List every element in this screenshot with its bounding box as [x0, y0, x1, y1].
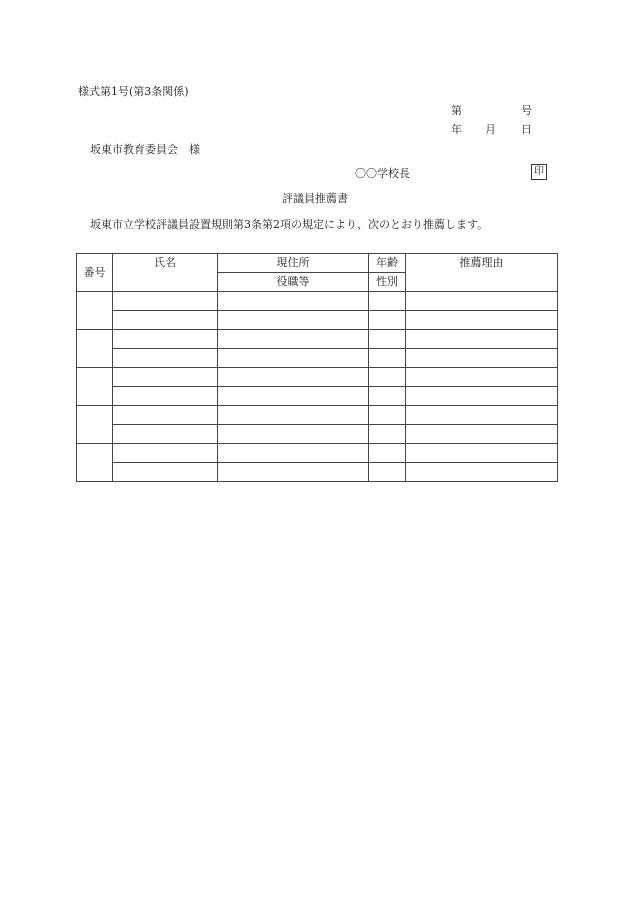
table-header-row	[77, 254, 558, 273]
cell-gender[interactable]	[369, 463, 406, 482]
cell-address[interactable]	[218, 406, 369, 425]
cell-gender[interactable]	[369, 311, 406, 330]
table-row	[77, 330, 558, 349]
cell-position[interactable]	[218, 311, 369, 330]
cell-reason-sub[interactable]	[406, 463, 558, 482]
document-title: 評議員推薦書	[282, 192, 348, 205]
table-row	[77, 463, 558, 482]
header-address: 現住所	[218, 254, 369, 273]
date-month-label: 月	[485, 123, 496, 136]
table-row	[77, 425, 558, 444]
cell-name-sub[interactable]	[113, 349, 218, 368]
cell-address[interactable]	[218, 368, 369, 387]
table-row	[77, 406, 558, 425]
cell-age[interactable]	[369, 368, 406, 387]
date-year-label: 年	[451, 123, 462, 136]
document-number-suffix: 号	[521, 104, 532, 117]
cell-reason-sub[interactable]	[406, 311, 558, 330]
cell-reason[interactable]	[406, 292, 558, 311]
cell-age[interactable]	[369, 330, 406, 349]
header-name: 氏名	[113, 254, 218, 292]
recommendation-table	[76, 253, 558, 482]
cell-gender[interactable]	[369, 349, 406, 368]
header-age: 年齢	[369, 254, 406, 273]
principal-signature-line: 〇〇学校長	[355, 167, 410, 180]
document-number-prefix: 第	[451, 104, 462, 117]
header-reason: 推薦理由	[406, 254, 558, 292]
recipient-line: 坂東市教育委員会 様	[90, 143, 200, 156]
cell-number[interactable]	[77, 368, 113, 406]
table-row	[77, 368, 558, 387]
cell-name[interactable]	[113, 444, 218, 463]
cell-number[interactable]	[77, 292, 113, 330]
seal-stamp-box: 印	[531, 164, 547, 180]
header-gender: 性別	[369, 273, 406, 292]
header-number: 番号	[77, 254, 113, 292]
cell-name-sub[interactable]	[113, 463, 218, 482]
date-day-label: 日	[521, 123, 532, 136]
table-row	[77, 311, 558, 330]
cell-position[interactable]	[218, 387, 369, 406]
cell-age[interactable]	[369, 292, 406, 311]
cell-number[interactable]	[77, 330, 113, 368]
cell-name[interactable]	[113, 368, 218, 387]
cell-address[interactable]	[218, 444, 369, 463]
cell-reason[interactable]	[406, 406, 558, 425]
intro-text: 坂東市立学校評議員設置規則第3条第2項の規定により、次のとおり推薦します。	[90, 218, 489, 231]
cell-position[interactable]	[218, 349, 369, 368]
cell-reason[interactable]	[406, 330, 558, 349]
cell-reason-sub[interactable]	[406, 349, 558, 368]
cell-name-sub[interactable]	[113, 425, 218, 444]
cell-name[interactable]	[113, 406, 218, 425]
table-row	[77, 444, 558, 463]
cell-name-sub[interactable]	[113, 387, 218, 406]
cell-name[interactable]	[113, 292, 218, 311]
cell-reason-sub[interactable]	[406, 425, 558, 444]
cell-gender[interactable]	[369, 425, 406, 444]
cell-address[interactable]	[218, 292, 369, 311]
table-row	[77, 349, 558, 368]
cell-address[interactable]	[218, 330, 369, 349]
form-number-label: 様式第1号(第3条関係)	[78, 85, 189, 98]
cell-reason[interactable]	[406, 368, 558, 387]
cell-reason-sub[interactable]	[406, 387, 558, 406]
cell-position[interactable]	[218, 463, 369, 482]
cell-reason[interactable]	[406, 444, 558, 463]
cell-name[interactable]	[113, 330, 218, 349]
cell-gender[interactable]	[369, 387, 406, 406]
cell-number[interactable]	[77, 444, 113, 482]
cell-age[interactable]	[369, 444, 406, 463]
cell-position[interactable]	[218, 425, 369, 444]
cell-number[interactable]	[77, 406, 113, 444]
cell-age[interactable]	[369, 406, 406, 425]
table-row	[77, 292, 558, 311]
header-position: 役職等	[218, 273, 369, 292]
table-row	[77, 387, 558, 406]
cell-name-sub[interactable]	[113, 311, 218, 330]
